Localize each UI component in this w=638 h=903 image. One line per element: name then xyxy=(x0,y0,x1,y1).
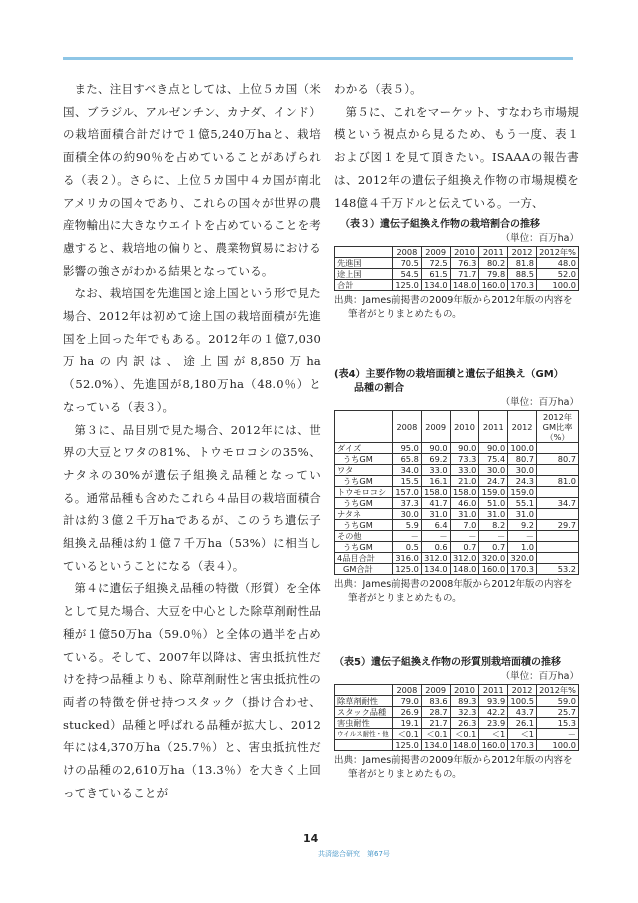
cell: 80.2 xyxy=(479,258,508,269)
table-row xyxy=(335,740,579,751)
row-label: うちGM xyxy=(335,454,393,465)
table5-title: （表5）遺伝子組換え作物の形質別栽培面積の推移 xyxy=(334,657,561,668)
col-header: 2009 xyxy=(421,247,450,258)
cell: 148.0 xyxy=(450,280,479,291)
cell: 80.7 xyxy=(508,454,537,465)
right-column xyxy=(334,78,579,214)
cell: 72.5 xyxy=(421,258,450,269)
cell: 170.3 xyxy=(508,564,537,575)
cell: 29.7 xyxy=(537,520,579,531)
table5-block xyxy=(334,656,579,782)
table3 xyxy=(334,246,579,291)
col-header: 2010 xyxy=(450,247,479,258)
cell: 28.7 xyxy=(421,707,450,718)
paragraph: なお、栽培国を先進国と途上国という形で見た場合、2012年は初めて途上国の栽培面積が先進国を上回った年でもある。2012年の１億7,030万haの内訳は、途上国が8,850万ha（52.0%）、先進国が8,180万ha（48.0％）となっている（表３）。 xyxy=(63,286,321,414)
cell: 76.3 xyxy=(450,258,479,269)
row-label: ワタ xyxy=(335,465,393,476)
cell: 26.1 xyxy=(508,718,537,729)
cell: － xyxy=(421,531,450,542)
cell: ＜0.1 xyxy=(450,729,479,740)
cell: 24.3 xyxy=(508,476,537,487)
cell: 75.4 xyxy=(479,454,508,465)
cell: 170.3 xyxy=(508,280,537,291)
cell: 73.3 xyxy=(450,454,479,465)
table-row xyxy=(335,542,579,553)
col-header xyxy=(335,685,393,696)
paragraph: 第４に遺伝子組換え品種の特徴（形質）を全体として見た場合、大豆を中心とした除草剤耐性品種が１億50万ha（59.0％）と全体の過半を占めている。そして、2007年以降は、害虫抵抗性だけを持つ品種よりも、除草剤耐性と害虫抵抗性の両者の特徴を併せ持つスタック（掛け合わせ、stucked）品種と呼ばれる品種が拡大し、2012年には4,370万ha（25.7％）と、害虫抵抗性だけの品種の2,610万ha（13.3％）を大きく上回ってきていることが xyxy=(63,581,321,800)
cell xyxy=(537,465,579,476)
col-header: 2009 xyxy=(421,411,450,443)
cell: 16.1 xyxy=(421,476,450,487)
table-header-row xyxy=(335,685,579,696)
cell: 159.0 xyxy=(508,487,537,498)
cell: 59.0 xyxy=(537,696,579,707)
cell: 33.0 xyxy=(421,465,450,476)
paragraph: 第５に、これをマーケット、すなわち市場規模という視点から見るため、もう一度、表１および図１を見て頂きたい。ISAAAの報告書は、2012年の遺伝子組換え作物の市場規模を148億４千万ドルと伝えている。一方、 xyxy=(334,104,579,210)
cell: 51.0 xyxy=(479,498,508,509)
cell: 80.7 xyxy=(537,454,579,465)
table-row xyxy=(335,729,579,740)
cell: 89.3 xyxy=(450,696,479,707)
table-row xyxy=(335,718,579,729)
cell: 26.9 xyxy=(393,707,422,718)
col-header: 2008 xyxy=(393,247,422,258)
col-header: 2008 xyxy=(393,411,422,443)
row-label: トウモロコシ xyxy=(335,487,393,498)
cell: 79.0 xyxy=(393,696,422,707)
cell: 0.7 xyxy=(479,542,508,553)
header-rule xyxy=(63,57,573,60)
table5-source-cont: 筆者がとりまとめたもの。 xyxy=(348,769,462,780)
cell: 25.7 xyxy=(537,707,579,718)
row-label: ダイズ xyxy=(335,443,393,454)
cell: ＜1 xyxy=(508,729,537,740)
col-header: 2010 xyxy=(450,685,479,696)
col-header: 2012 xyxy=(508,247,537,258)
table-row xyxy=(335,509,579,520)
cell: 157.0 xyxy=(393,487,422,498)
table3-source-cont: 筆者がとりまとめたもの。 xyxy=(348,309,462,320)
table3-source: 出典：James前掲書の2009年版から2012年版の内容を xyxy=(334,295,573,306)
cell: 158.0 xyxy=(450,487,479,498)
row-label: うちGM xyxy=(335,476,393,487)
table-row xyxy=(335,707,579,718)
col-header: 2011 xyxy=(479,685,508,696)
cell: ＜1 xyxy=(479,729,508,740)
cell: 125.0 xyxy=(393,564,422,575)
cell: 21.0 xyxy=(450,476,479,487)
cell: 23.9 xyxy=(479,718,508,729)
row-label: 害虫耐性 xyxy=(335,718,393,729)
table-row xyxy=(335,269,579,280)
cell: 148.0 xyxy=(450,564,479,575)
cell: 52.0 xyxy=(537,269,579,280)
table-header-row xyxy=(335,411,579,443)
cell: 0.7 xyxy=(450,542,479,553)
table5 xyxy=(334,684,579,751)
row-label: ナタネ xyxy=(335,509,393,520)
row-label: スタック品種 xyxy=(335,707,393,718)
table-row xyxy=(335,280,579,291)
cell: 5.9 xyxy=(393,520,422,531)
col-header: 2012 xyxy=(508,685,537,696)
row-label: 途上国 xyxy=(335,269,393,280)
table-header-row xyxy=(335,247,579,258)
cell: 70.5 xyxy=(393,258,422,269)
row-label: うちGM xyxy=(335,520,393,531)
cell: ＜0.1 xyxy=(421,729,450,740)
col-header: 2008 xyxy=(393,685,422,696)
cell: 24.7 xyxy=(479,476,508,487)
cell: 34.0 xyxy=(393,465,422,476)
table-row xyxy=(335,498,579,509)
cell: 88.5 xyxy=(508,269,537,280)
col-header: 2010 xyxy=(450,411,479,443)
cell: 55.1 xyxy=(508,498,537,509)
col-header: 2011 xyxy=(479,247,508,258)
table-row xyxy=(335,443,579,454)
cell: 134.0 xyxy=(421,740,450,751)
cell: 83.6 xyxy=(421,696,450,707)
cell: 15.3 xyxy=(537,718,579,729)
cell: 79.8 xyxy=(479,269,508,280)
col-header xyxy=(335,247,393,258)
col-header: 2009 xyxy=(421,685,450,696)
table4-unit: （単位：百万ha） xyxy=(500,397,579,408)
cell xyxy=(537,553,579,564)
cell: － xyxy=(393,531,422,542)
cell: 30.0 xyxy=(393,509,422,520)
cell: 90.0 xyxy=(479,443,508,454)
cell: 46.0 xyxy=(450,498,479,509)
table-row xyxy=(335,531,579,542)
cell: 134.0 xyxy=(421,564,450,575)
row-label xyxy=(335,740,393,751)
cell: 125.0 xyxy=(393,280,422,291)
cell xyxy=(537,443,579,454)
cell: 134.0 xyxy=(421,280,450,291)
table-row xyxy=(335,696,579,707)
cell: 21.7 xyxy=(421,718,450,729)
table-row xyxy=(335,465,579,476)
table-row xyxy=(335,476,579,487)
table3-title: （表３）遺伝子組換え作物の栽培割合の推移 xyxy=(340,219,540,230)
cell: 159.0 xyxy=(479,487,508,498)
cell: 69.2 xyxy=(421,454,450,465)
cell: 31.0 xyxy=(421,509,450,520)
cell: 30.0 xyxy=(508,465,537,476)
cell: 170.3 xyxy=(508,740,537,751)
table5-unit: （単位：百万ha） xyxy=(500,671,579,682)
cell: 33.0 xyxy=(450,465,479,476)
cell: － xyxy=(537,729,579,740)
cell: 6.4 xyxy=(421,520,450,531)
col-header: 2012年GM比率（%） xyxy=(537,411,579,443)
cell: 8.2 xyxy=(479,520,508,531)
left-column xyxy=(63,78,321,805)
row-label: ウイルス耐性・他 xyxy=(335,729,393,740)
table-row xyxy=(335,258,579,269)
row-label: 先進国 xyxy=(335,258,393,269)
cell: 37.3 xyxy=(393,498,422,509)
cell: 148.0 xyxy=(450,740,479,751)
cell: 95.0 xyxy=(393,443,422,454)
row-label: 合計 xyxy=(335,280,393,291)
cell: 0.5 xyxy=(393,542,422,553)
cell: 53.2 xyxy=(537,564,579,575)
cell: 43.7 xyxy=(508,707,537,718)
table-row xyxy=(335,454,579,465)
paragraph: 第３に、品目別で見た場合、2012年には、世界の大豆とワタの81%、トウモロコシの35%、ナタネの30%が遺伝子組換え品種となっている。通常品種も含めたこれら４品目の栽培面積合計は約３億２千万haであるが、このうち遺伝子組換え品種は約１億７千万ha（53%）に相当しているということになる（表４）。 xyxy=(63,422,321,573)
table4-block xyxy=(334,368,579,606)
cell xyxy=(537,531,579,542)
cell: － xyxy=(450,531,479,542)
cell: 71.7 xyxy=(450,269,479,280)
cell xyxy=(537,487,579,498)
table-row xyxy=(335,487,579,498)
cell: 93.9 xyxy=(479,696,508,707)
cell: 312.0 xyxy=(450,553,479,564)
col-header: 2012年% xyxy=(537,685,579,696)
table4-source-cont: 筆者がとりまとめたもの。 xyxy=(348,593,462,604)
cell: 1.0 xyxy=(508,542,537,553)
cell: 19.1 xyxy=(393,718,422,729)
cell: 15.5 xyxy=(393,476,422,487)
cell: 81.8 xyxy=(508,258,537,269)
cell: － xyxy=(479,531,508,542)
table-row xyxy=(335,564,579,575)
cell: 9.2 xyxy=(508,520,537,531)
cell: 0.6 xyxy=(421,542,450,553)
cell: 7.0 xyxy=(450,520,479,531)
cell: 41.7 xyxy=(421,498,450,509)
cell: 100.0 xyxy=(537,740,579,751)
table4-title-cont: 品種の割合 xyxy=(354,383,404,394)
cell: － xyxy=(508,531,537,542)
cell: 34.7 xyxy=(537,498,579,509)
cell: 65.8 xyxy=(393,454,422,465)
table3-unit: （単位：百万ha） xyxy=(500,233,579,244)
table-row xyxy=(335,553,579,564)
cell: ＜0.1 xyxy=(393,729,422,740)
row-label: その他 xyxy=(335,531,393,542)
row-label: 除草剤耐性 xyxy=(335,696,393,707)
cell: 90.0 xyxy=(421,443,450,454)
cell: 81.0 xyxy=(537,476,579,487)
cell: 90.0 xyxy=(450,443,479,454)
cell: 42.2 xyxy=(479,707,508,718)
cell: 316.0 xyxy=(393,553,422,564)
table4-source: 出典：James前掲書の2008年版から2012年版の内容を xyxy=(334,579,573,590)
cell: 31.0 xyxy=(508,509,537,520)
cell xyxy=(537,509,579,520)
cell: 30.0 xyxy=(479,465,508,476)
cell: 100.0 xyxy=(537,280,579,291)
col-header: 2012年% xyxy=(537,247,579,258)
row-label: GM合計 xyxy=(335,564,393,575)
table3-block xyxy=(334,218,579,322)
cell: 125.0 xyxy=(393,740,422,751)
cell: 158.0 xyxy=(421,487,450,498)
cell: 160.0 xyxy=(479,564,508,575)
row-label: 4品目合計 xyxy=(335,553,393,564)
journal-footer: 共済総合研究 第67号 xyxy=(318,850,390,858)
paragraph: また、注目すべき点としては、上位５カ国（米国、ブラジル、アルゼンチン、カナダ、インド）の栽培面積合計だけで１億5,240万haと、栽培面積全体の約90％を占めていることがあげられる（表２）。さらに、上位５カ国中４カ国が南北アメリカの国々であり、これらの国々が世界の農産物輸出に大きなウエイトを占めていることを考慮すると、栽培地の偏りと、農業物貿易における影響の強さがわかる結果となっている。 xyxy=(63,82,321,278)
table4 xyxy=(334,410,579,575)
cell: 31.0 xyxy=(479,509,508,520)
row-label: うちGM xyxy=(335,542,393,553)
col-header: 2011 xyxy=(479,411,508,443)
cell: 32.3 xyxy=(450,707,479,718)
cell: 48.0 xyxy=(537,258,579,269)
cell: 61.5 xyxy=(421,269,450,280)
paragraph: わかる（表５）。 xyxy=(334,82,422,96)
cell: 320.0 xyxy=(479,553,508,564)
cell: 26.3 xyxy=(450,718,479,729)
col-header xyxy=(335,411,393,443)
cell: 31.0 xyxy=(450,509,479,520)
cell: 54.5 xyxy=(393,269,422,280)
row-label: うちGM xyxy=(335,498,393,509)
table-row xyxy=(335,520,579,531)
table4-title: (表4）主要作物の栽培面積と遺伝子組換え（GM） xyxy=(334,369,564,380)
col-header: 2012 xyxy=(508,411,537,443)
cell: 100.5 xyxy=(508,696,537,707)
cell: 160.0 xyxy=(479,740,508,751)
cell: 312.0 xyxy=(421,553,450,564)
cell: 160.0 xyxy=(479,280,508,291)
cell: 100.0 xyxy=(508,443,537,454)
page-number: 14 xyxy=(303,832,319,845)
cell xyxy=(537,542,579,553)
table5-source: 出典：James前掲書の2009年版から2012年版の内容を xyxy=(334,755,573,766)
cell: 320.0 xyxy=(508,553,537,564)
